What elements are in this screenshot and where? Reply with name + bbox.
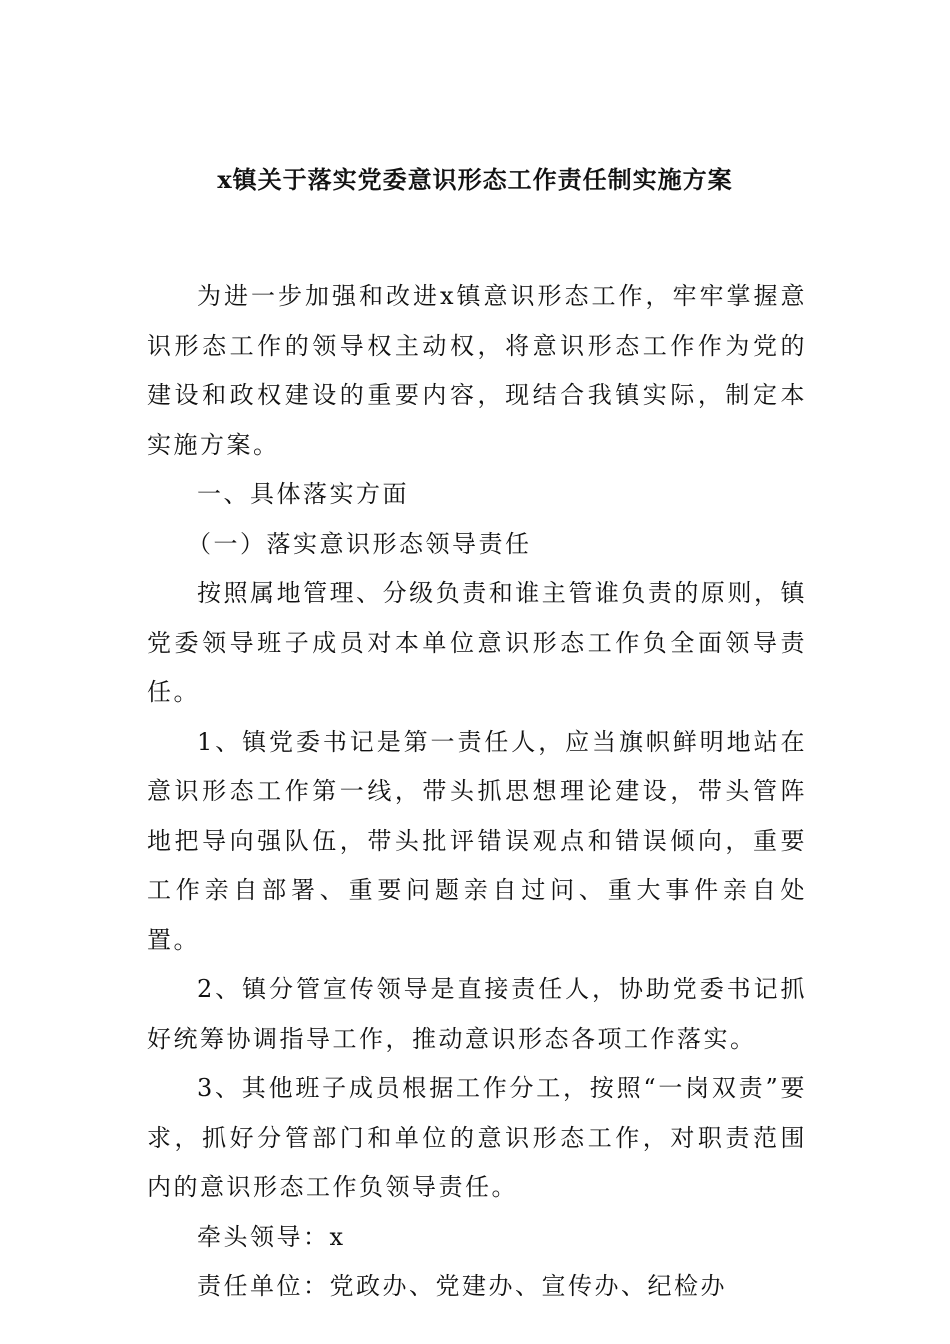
heading-subsection-1: （一）落实意识形态领导责任 — [187, 529, 532, 558]
paragraph-lead: 牵头领导：x — [197, 1222, 346, 1251]
paragraph-item-2: 2、镇分管宣传领导是直接责任人，协助党委书记抓好统筹协调指导工作，推动意识形态各项工作落实。 — [147, 975, 807, 1053]
paragraph-item-3: 3、其他班子成员根据工作分工，按照“一岗双责”要求，抓好分管部门和单位的意识形态工作，对职责范围内的意识形态工作负领导责任。 — [147, 1074, 807, 1201]
document-title: x镇关于落实党委意识形态工作责任制实施方案 — [217, 165, 733, 194]
paragraph-principle: 按照属地管理、分级负责和谁主管谁负责的原则，镇党委领导班子成员对本单位意识形态工作负全面领导责任。 — [147, 579, 807, 706]
paragraph-units: 责任单位：党政办、党建办、宣传办、纪检办 — [197, 1272, 727, 1300]
document-body — [147, 272, 807, 1312]
paragraph-intro: 为进一步加强和改进x镇意识形态工作，牢牢掌握意识形态工作的领导权主动权，将意识形态工作作为党的建设和政权建设的重要内容，现结合我镇实际，制定本实施方案。 — [147, 282, 807, 459]
paragraph-item-1: 1、镇党委书记是第一责任人，应当旗帜鲜明地站在意识形态工作第一线，带头抓思想理论建设，带头管阵地把导向强队伍，带头批评错误观点和错误倾向，重要工作亲自部署、重要问题亲自过问、重大事件亲自处置。 — [147, 727, 807, 954]
heading-section-1: 一、具体落实方面 — [197, 480, 409, 508]
